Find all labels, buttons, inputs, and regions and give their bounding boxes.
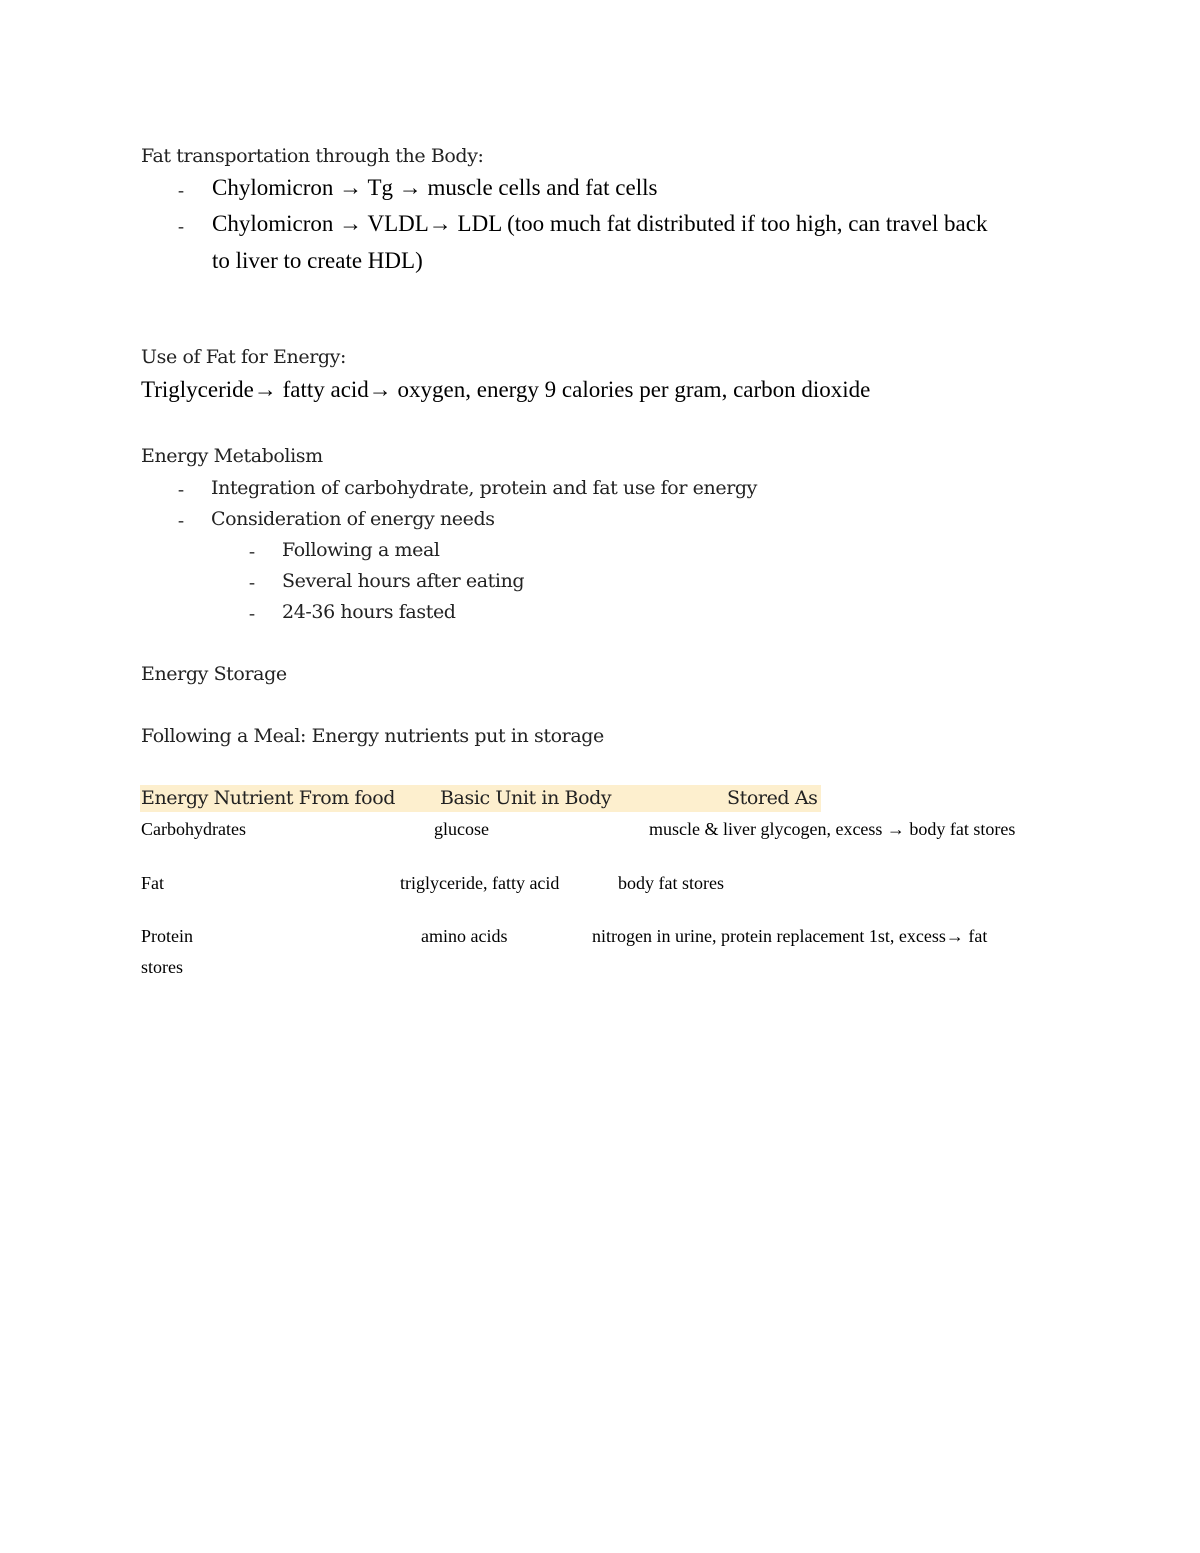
fat-transport-item: Chylomicron → VLDL→ LDL (too much fat distributed if too high, can travel back bbox=[212, 211, 988, 236]
table-cell: Fat bbox=[141, 873, 165, 893]
metabolism-heading: Energy Metabolism bbox=[141, 445, 323, 467]
storage-subheading: Following a Meal: Energy nutrients put in storage bbox=[141, 725, 604, 747]
table-cell: Carbohydrates bbox=[141, 819, 246, 839]
metabolism-subitem: 24-36 hours fasted bbox=[282, 601, 456, 623]
metabolism-item: Integration of carbohydrate, protein and fat use for energy bbox=[211, 477, 757, 499]
table-cell: body fat stores bbox=[618, 873, 724, 893]
metabolism-subitem: Several hours after eating bbox=[282, 570, 525, 592]
metabolism-item: Consideration of energy needs bbox=[211, 508, 495, 530]
bullet-dash: - bbox=[249, 603, 255, 623]
table-cell: nitrogen in urine, protein replacement 1st, excess→ fat bbox=[592, 926, 988, 946]
table-cell: muscle & liver glycogen, excess → body fat stores bbox=[649, 819, 1016, 839]
table-header-nutrient: Energy Nutrient From food bbox=[141, 787, 396, 809]
fat-transport-item: Chylomicron → Tg → muscle cells and fat cells bbox=[212, 175, 658, 200]
table-cell: triglyceride, fatty acid bbox=[400, 873, 560, 893]
table-header-unit: Basic Unit in Body bbox=[440, 787, 612, 809]
table-cell-wrap: stores bbox=[141, 957, 183, 977]
fat-transport-heading: Fat transportation through the Body: bbox=[141, 145, 484, 167]
table-cell: glucose bbox=[434, 819, 489, 839]
bullet-dash: - bbox=[249, 572, 255, 592]
fat-energy-heading: Use of Fat for Energy: bbox=[141, 346, 346, 368]
bullet-dash: - bbox=[178, 479, 184, 499]
bullet-dash: - bbox=[178, 180, 184, 200]
table-cell: amino acids bbox=[421, 926, 508, 946]
fat-transport-item-continued: to liver to create HDL) bbox=[212, 248, 423, 273]
bullet-dash: - bbox=[178, 510, 184, 530]
table-cell: Protein bbox=[141, 926, 193, 946]
storage-heading: Energy Storage bbox=[141, 663, 287, 685]
bullet-dash: - bbox=[178, 216, 184, 236]
table-header-stored: Stored As bbox=[727, 787, 818, 809]
metabolism-subitem: Following a meal bbox=[282, 539, 440, 561]
fat-energy-text: Triglyceride→ fatty acid→ oxygen, energy 9 calories per gram, carbon dioxide bbox=[141, 377, 871, 402]
bullet-dash: - bbox=[249, 541, 255, 561]
